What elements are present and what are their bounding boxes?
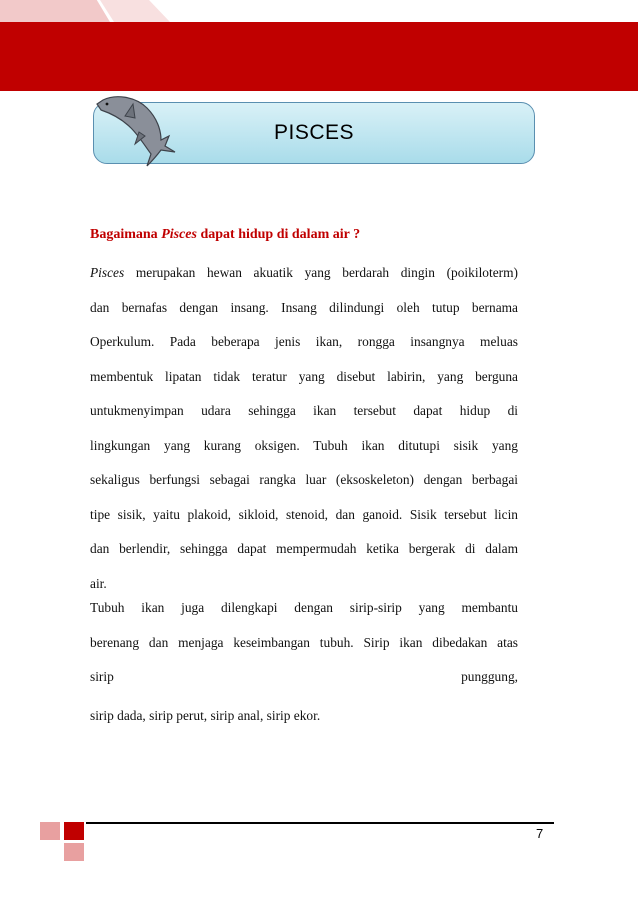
footer-square-red [64,822,84,840]
paragraph-line: sirip punggung, [90,669,518,684]
paragraph-line: Pisces merupakan hewan akuatik yang berdarah dingin (poikiloterm) [90,265,518,280]
footer-square-pink-top [40,822,60,840]
top-tab-left [0,0,110,22]
paragraph-line: sekaligus berfungsi sebagai rangka luar (eksoskeleton) dengan berbagai [90,472,518,487]
top-red-band [0,22,638,91]
page-title: PISCES [273,121,355,144]
paragraph-line: tipe sisik, yaitu plakoid, sikloid, stenoid, dan ganoid. Sisik tersebut licin [90,506,518,522]
paragraph-line: Operkulum. Pada beberapa jenis ikan, rongga insangnya meluas [90,334,518,349]
paragraph-line: berenang dan menjaga keseimbangan tubuh. Sirip ikan dibedakan atas [90,634,518,650]
paragraph-line: lingkungan yang kurang oksigen. Tubuh ikan ditutupi sisik yang [90,437,518,453]
top-tab-right [100,0,170,22]
paragraph-line: sirip dada, sirip perut, sirip anal, sirip ekor. [90,707,321,723]
section-question: Bagaimana Pisces dapat hidup di dalam air ? [90,227,361,242]
paragraph-line: untukmenyimpan udara sehingga ikan tersebut dapat hidup di [90,403,518,418]
dolphin-icon [95,92,185,170]
paragraph-2 [90,591,518,733]
paragraph-line: membentuk lipatan tidak teratur yang disebut labirin, yang berguna [90,368,518,384]
footer-rule [86,822,554,824]
paragraph-line: air. [90,575,107,591]
footer-square-pink-bottom [64,843,84,861]
paragraph-1 [90,256,518,601]
paragraph-line: Tubuh ikan juga dilengkapi dengan sirip-sirip yang membantu [90,600,518,615]
page-number: 7 [536,826,544,841]
paragraph-line: dan bernafas dengan insang. Insang dilindungi oleh tutup bernama [90,299,518,315]
paragraph-line: dan berlendir, sehingga dapat mempermudah ketika bergerak di dalam [90,541,518,556]
